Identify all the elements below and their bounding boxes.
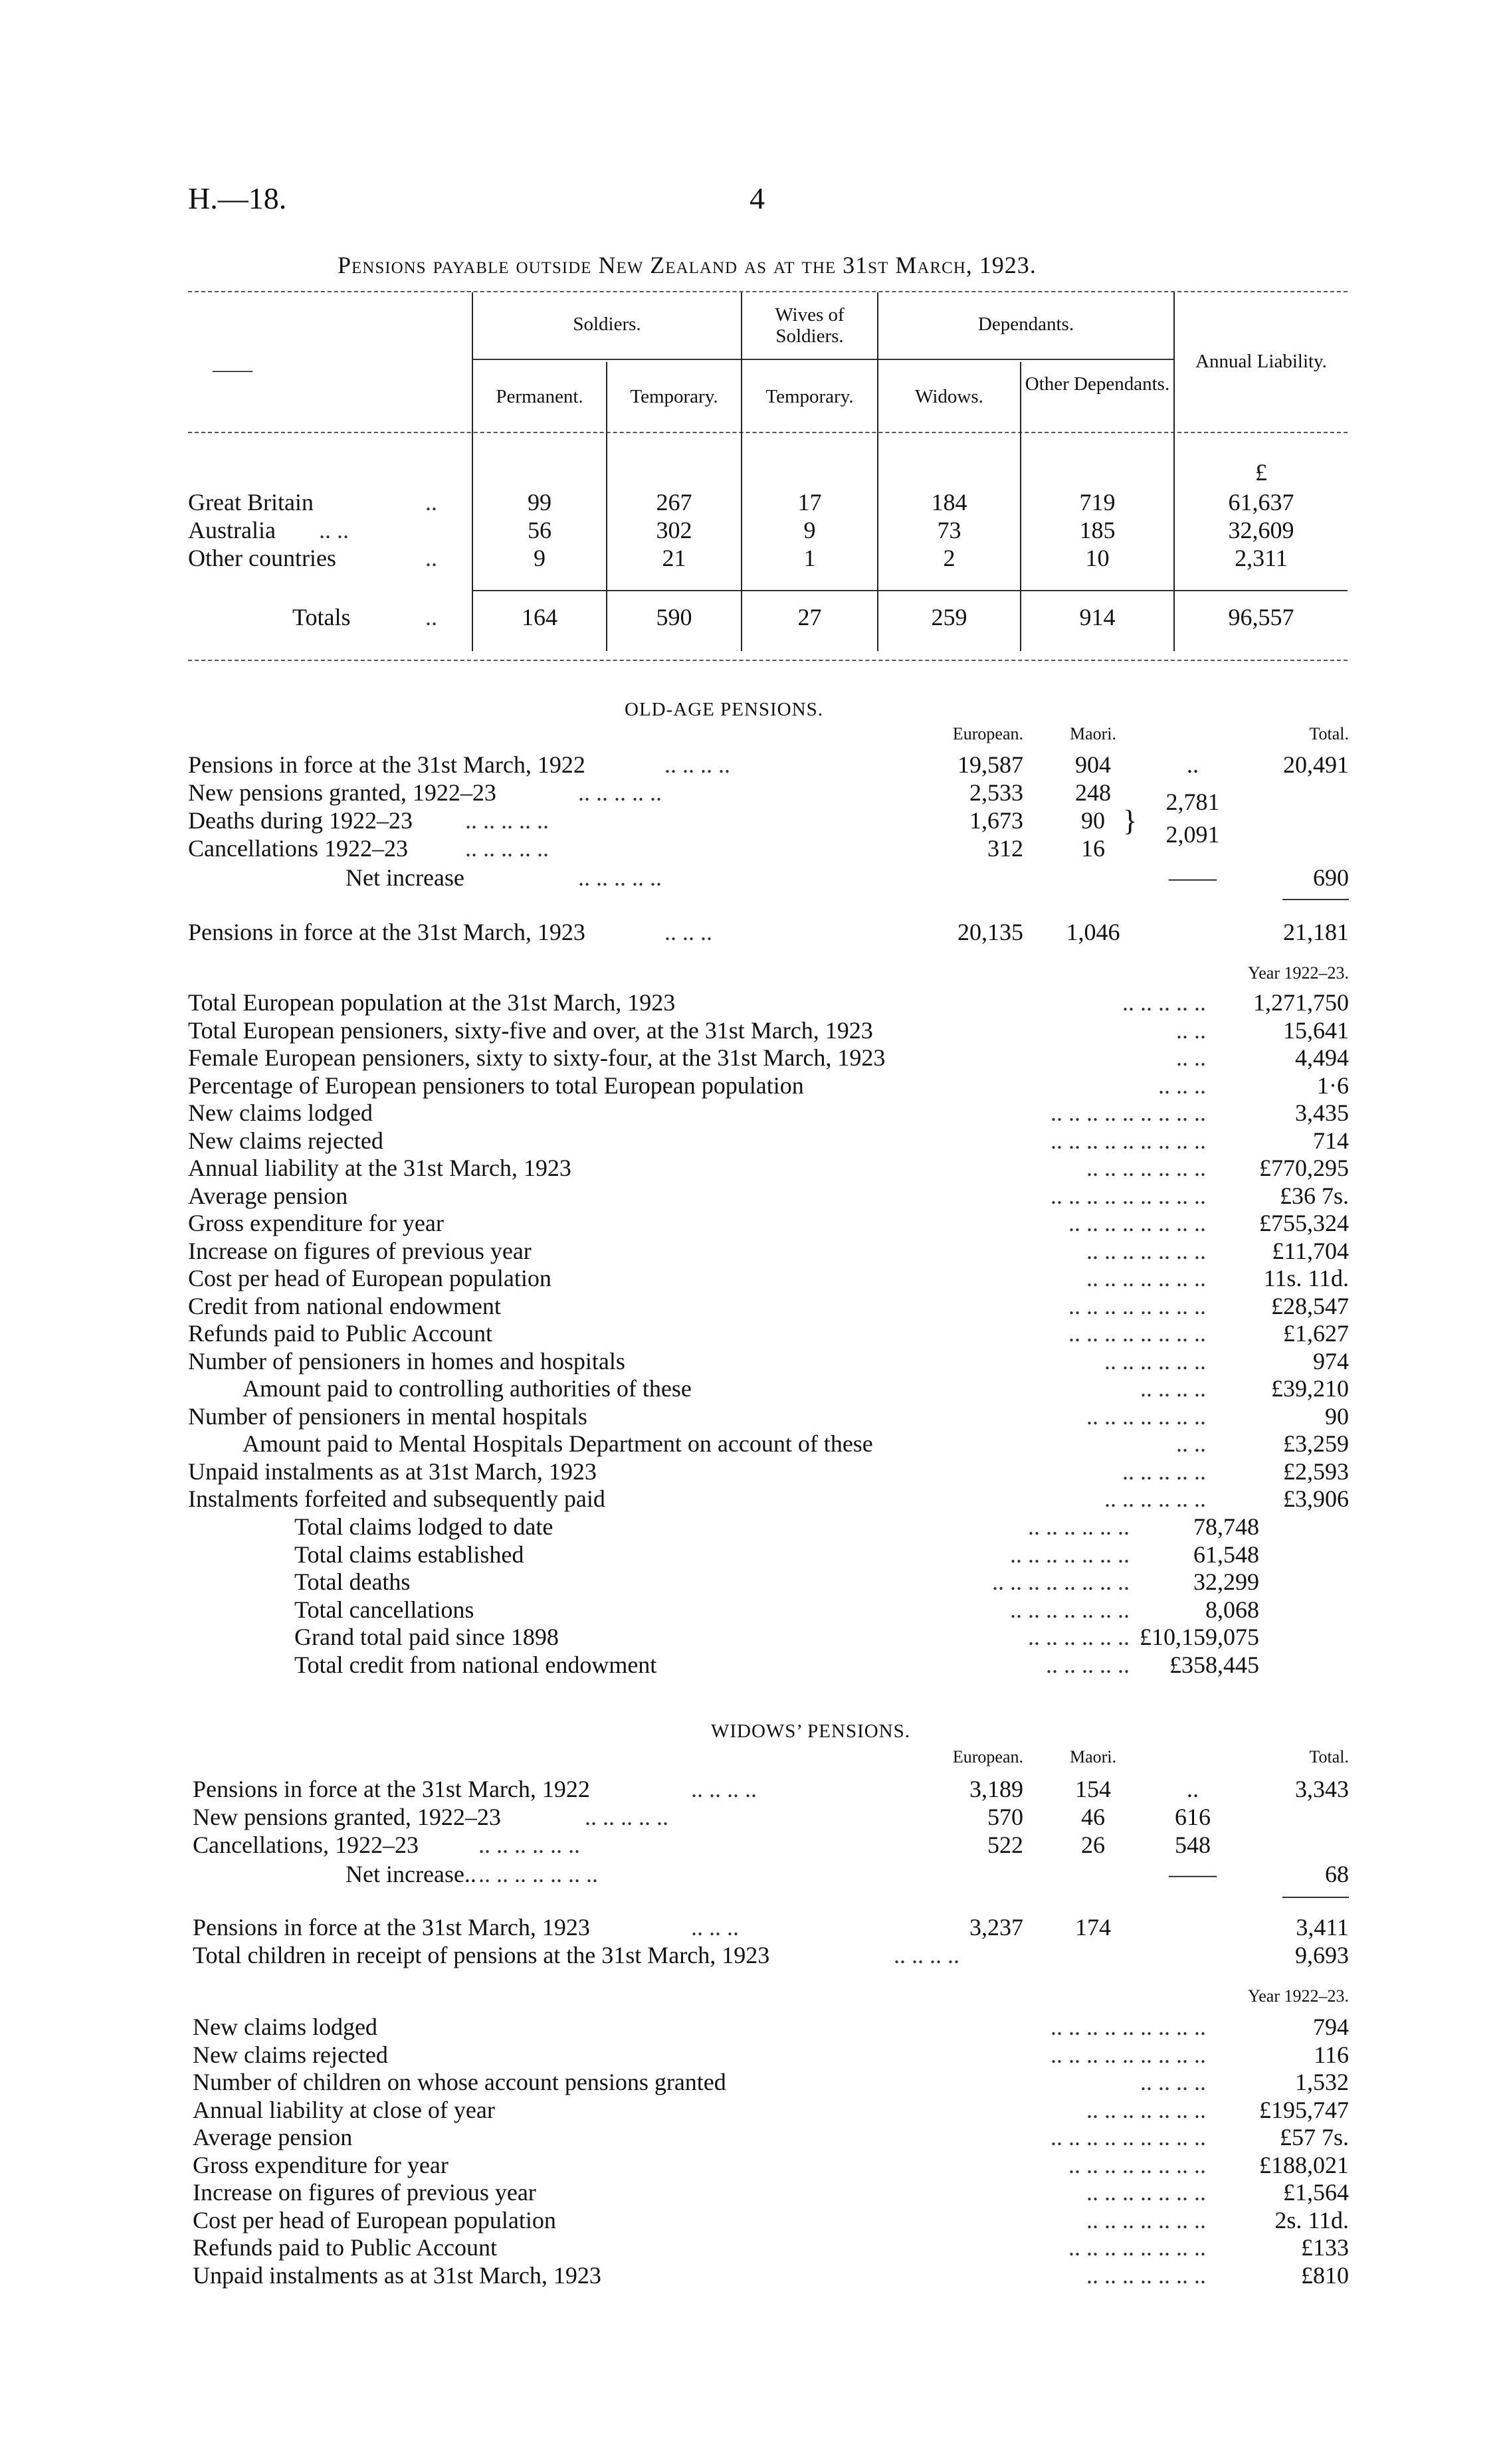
stat-value: £810 — [1301, 2261, 1349, 2289]
leader-dots: .. .. .. .. .. .. — [1028, 1513, 1130, 1540]
row-label: Australia — [188, 517, 276, 543]
leader-dots: .. .. .. .. .. — [1122, 989, 1206, 1016]
european-col-header: European. — [952, 1747, 1023, 1766]
stub-header-dash: —— — [213, 359, 252, 381]
stat-value: £133 — [1301, 2234, 1349, 2261]
european-value: 570 — [987, 1804, 1023, 1830]
stat-label: Annual liability at close of year — [193, 2096, 495, 2123]
old-age-title: OLD-AGE PENSIONS. — [625, 699, 823, 720]
stat-label: Cost per head of European population — [188, 1265, 552, 1291]
maori-value: 16 — [1081, 835, 1105, 862]
leader-dots: .. .. .. .. .. .. .. — [1086, 1265, 1206, 1291]
wives-value: 17 — [797, 489, 822, 516]
liability-value: 32,609 — [1228, 517, 1294, 543]
net-increase-value: 68 — [1325, 1861, 1349, 1887]
wives-value: 9 — [803, 517, 816, 543]
row-label: Cancellations 1922–23 — [188, 835, 408, 862]
stat-value: 11s. 11d. — [1263, 1265, 1349, 1291]
leader-dots: .. .. .. — [1158, 1072, 1206, 1099]
leader-dots: .. .. .. .. .. .. .. — [1086, 2096, 1206, 2123]
stat-value: £2,593 — [1283, 1458, 1349, 1485]
stat-value: £195,747 — [1259, 2096, 1349, 2123]
permanent-header: Permanent. — [496, 386, 583, 407]
stat-label: Total claims lodged to date — [294, 1513, 553, 1540]
leader-dots: .. .. .. .. .. .. .. .. .. — [1051, 1099, 1206, 1126]
widows-header: Widows. — [915, 386, 983, 407]
stat-label: Female European pensioners, sixty to sixty-four, at the 31st March, 1923 — [188, 1044, 886, 1071]
widows-title: WIDOWS’ PENSIONS. — [711, 1721, 911, 1742]
permanent-value: 99 — [528, 489, 552, 516]
stat-label: Increase on figures of previous year — [193, 2179, 536, 2206]
stat-label: Average pension — [193, 2124, 353, 2150]
stat-label: Percentage of European pensioners to total European population — [188, 1072, 804, 1099]
stat-label: Gross expenditure for year — [188, 1210, 444, 1236]
soldiers-group-header: Soldiers. — [573, 314, 641, 335]
stat-value: 61,548 — [1193, 1541, 1259, 1568]
liability-value: 2,311 — [1235, 545, 1288, 571]
liability-value: 61,637 — [1228, 489, 1294, 516]
total-col-header: Total. — [1309, 1747, 1349, 1766]
maori-value: 90 — [1081, 807, 1105, 834]
annual-liability-header: Annual Liability. — [1195, 351, 1327, 372]
stat-label: New claims rejected — [188, 1127, 383, 1154]
stat-label: Total European pensioners, sixty-five and over, at the 31st March, 1923 — [188, 1016, 873, 1044]
stat-value: 974 — [1313, 1347, 1349, 1374]
page-reference: H.—18. — [188, 181, 287, 215]
leader-dots: .. .. .. .. .. .. .. .. .. — [1051, 2014, 1206, 2040]
leader-dots: .. .. .. .. .. — [1122, 1458, 1206, 1485]
leader-dots: .. .. .. .. .. .. .. — [1010, 1596, 1130, 1623]
widows-value: 184 — [931, 489, 967, 516]
european-value: 2,533 — [969, 779, 1023, 806]
stat-value: £57 7s. — [1279, 2124, 1349, 2150]
european-value: 3,189 — [969, 1776, 1023, 1802]
row-label: Pensions in force at the 31st March, 1922 — [188, 751, 585, 778]
stat-value: 116 — [1314, 2041, 1349, 2068]
row-label: Pensions in force at the 31st March, 1922 — [193, 1776, 590, 1802]
stat-value: £358,445 — [1169, 1651, 1259, 1678]
permanent-value: 9 — [534, 545, 546, 571]
stat-label: Number of pensioners in mental hospitals — [188, 1402, 587, 1430]
stat-value: 3,435 — [1295, 1099, 1349, 1126]
european-in-force: 3,237 — [969, 1914, 1023, 1941]
wives-value: 1 — [803, 545, 816, 571]
european-in-force: 20,135 — [957, 919, 1023, 945]
other-value: 719 — [1079, 489, 1116, 516]
children-label: Total children in receipt of pensions at the 31st March, 1923 — [193, 1942, 770, 1968]
leader-dots: .. .. .. .. .. .. .. — [1010, 1541, 1130, 1568]
children-total: 9,693 — [1295, 1942, 1349, 1968]
stat-value: £1,627 — [1283, 1320, 1349, 1347]
leader-dots: .. .. .. .. .. — [1046, 1651, 1130, 1678]
other-dependants-header: Other Dependants. — [1025, 373, 1170, 395]
total-in-force: 3,411 — [1296, 1914, 1349, 1941]
european-value: 312 — [987, 835, 1023, 862]
maori-value: 26 — [1081, 1832, 1105, 1858]
net-increase-value: 690 — [1313, 864, 1349, 891]
permanent-value: 56 — [528, 517, 552, 543]
stat-label: Cost per head of European population — [193, 2206, 556, 2233]
widows-value: 2 — [943, 545, 955, 571]
european-col-header: European. — [952, 724, 1023, 743]
in-force-label: Pensions in force at the 31st March, 1923 — [188, 919, 585, 945]
european-value: 19,587 — [957, 751, 1023, 778]
leader-dots: .. .. .. .. .. .. .. — [1086, 2179, 1206, 2206]
stat-label: Total credit from national endowment — [294, 1651, 657, 1678]
stat-value: 32,299 — [1193, 1568, 1259, 1595]
row-label: Other countries — [188, 545, 336, 571]
row-label: New pensions granted, 1922–23 — [188, 779, 496, 806]
stat-label: Total cancellations — [294, 1596, 474, 1623]
other-value: 185 — [1079, 517, 1116, 543]
stat-label: Unpaid instalments as at 31st March, 1923 — [188, 1458, 597, 1485]
stat-value: £3,259 — [1283, 1430, 1349, 1457]
net-increase-label: Net increase.. — [346, 1861, 476, 1887]
stat-value: £188,021 — [1259, 2151, 1349, 2178]
leader-dots: .. .. .. .. .. .. .. — [1086, 1237, 1206, 1264]
stat-label: Refunds paid to Public Account — [193, 2234, 497, 2261]
stat-label: Number of children on whose account pensions granted — [193, 2069, 726, 2095]
temporary-value: 21 — [662, 545, 686, 571]
temporary-total: 590 — [656, 604, 692, 630]
european-value: 1,673 — [969, 807, 1023, 834]
stat-label: Unpaid instalments as at 31st March, 1923 — [193, 2261, 601, 2289]
year-label: Year 1922–23. — [1248, 963, 1349, 983]
stat-value: £1,564 — [1283, 2179, 1349, 2206]
totals-label: Totals — [292, 604, 351, 630]
total-in-force: 21,181 — [1283, 919, 1349, 945]
leader-dots: .. .. .. .. .. .. .. .. — [1068, 1292, 1206, 1319]
row-label: Cancellations, 1922–23 — [193, 1832, 419, 1858]
total-value: 20,491 — [1283, 751, 1349, 778]
stat-label: Amount paid to Mental Hospitals Department on account of these — [243, 1430, 873, 1457]
deaths-cancellations-sum: 2,091 — [1165, 821, 1220, 848]
leader-dots: .. .. .. .. .. .. .. .. .. — [1051, 2124, 1206, 2150]
leader-dots: .. .. .. .. .. .. .. .. .. — [1051, 1182, 1206, 1209]
leader-dots: .. .. — [1176, 1430, 1206, 1457]
stat-label: Credit from national endowment — [188, 1292, 501, 1319]
stat-value: 8,068 — [1205, 1596, 1259, 1623]
total-value: 3,343 — [1295, 1776, 1349, 1802]
stat-value: 1·6 — [1317, 1072, 1349, 1099]
other-value: 10 — [1085, 545, 1110, 571]
maori-col-header: Maori. — [1069, 724, 1117, 743]
wives-total: 27 — [797, 604, 822, 630]
leader-dots: .. .. .. .. .. .. .. — [1086, 2261, 1206, 2289]
outside-table-title: Pensions payable outside New Zealand as at the 31st March, 1923. — [338, 252, 1037, 278]
leader-dots: .. .. .. .. — [1140, 1375, 1206, 1402]
stat-value: £36 7s. — [1279, 1182, 1349, 1209]
temporary-value: 302 — [656, 517, 692, 543]
stat-label: Increase on figures of previous year — [188, 1237, 532, 1264]
currency-sign: £ — [1255, 459, 1267, 486]
wives-temporary-header: Temporary. — [765, 386, 854, 407]
stat-value: £11,704 — [1272, 1237, 1349, 1264]
stat-label: New claims rejected — [193, 2041, 388, 2068]
stat-label: Average pension — [188, 1182, 348, 1209]
leader-dots: .. .. .. .. .. .. .. .. .. — [1051, 1127, 1206, 1154]
stat-label: Total claims established — [294, 1541, 524, 1568]
maori-col-header: Maori. — [1069, 1747, 1117, 1766]
maori-value: 248 — [1075, 779, 1111, 806]
in-force-label: Pensions in force at the 31st March, 1923 — [193, 1914, 590, 1941]
stat-label: Grand total paid since 1898 — [294, 1624, 559, 1650]
leader-dots: .. .. .. .. .. .. .. .. .. — [1051, 2041, 1206, 2068]
stat-value: £28,547 — [1271, 1292, 1349, 1319]
stat-label: Gross expenditure for year — [193, 2151, 449, 2178]
maori-value: 46 — [1081, 1804, 1105, 1830]
stat-label: Total European population at the 31st March, 1923 — [188, 989, 676, 1016]
new-pensions-subtotal: 2,781 — [1165, 789, 1220, 815]
stat-value: 794 — [1313, 2014, 1349, 2040]
maori-value: 154 — [1075, 1776, 1111, 1802]
stat-value: £10,159,075 — [1140, 1624, 1259, 1650]
stat-value: 4,494 — [1295, 1044, 1349, 1071]
stat-label: New claims lodged — [193, 2014, 377, 2040]
leader-dots: .. .. .. .. .. .. .. .. — [1068, 1320, 1206, 1347]
temporary-value: 267 — [656, 489, 692, 516]
leader-dots: .. .. .. .. .. .. .. .. — [1068, 2234, 1206, 2261]
leader-dots: .. .. .. .. .. .. .. .. — [992, 1568, 1130, 1595]
leader-dots: .. .. — [1176, 1016, 1206, 1044]
dependants-group-header: Dependants. — [977, 314, 1074, 335]
stat-value: 1,532 — [1295, 2069, 1349, 2095]
other-total: 914 — [1079, 604, 1116, 630]
stat-label: Instalments forfeited and subsequently paid — [188, 1485, 605, 1512]
leader-dots: .. .. .. .. .. .. .. — [1086, 1155, 1206, 1181]
maori-in-force: 1,046 — [1066, 919, 1120, 945]
stat-value: 78,748 — [1193, 1513, 1259, 1540]
stat-value: £3,906 — [1283, 1485, 1349, 1512]
stat-value: £755,324 — [1259, 1210, 1349, 1236]
stat-value: 1,271,750 — [1253, 989, 1349, 1016]
brace: } — [1123, 805, 1138, 837]
widows-total: 259 — [931, 604, 967, 630]
stat-value: £770,295 — [1259, 1155, 1349, 1181]
leader-dots: .. .. .. .. .. .. .. .. — [1068, 1210, 1206, 1236]
temporary-header: Temporary. — [630, 386, 718, 407]
stat-value: 90 — [1325, 1402, 1349, 1430]
permanent-total: 164 — [522, 604, 557, 630]
stat-value: £39,210 — [1271, 1375, 1349, 1402]
row-label: New pensions granted, 1922–23 — [193, 1804, 501, 1830]
stat-label: Number of pensioners in homes and hospitals — [188, 1347, 625, 1374]
leader-dots: .. .. .. .. .. .. .. — [1086, 1402, 1206, 1430]
leader-dots: .. .. .. .. .. .. .. .. — [1068, 2151, 1206, 2178]
leader-dots: .. .. .. .. .. .. — [1104, 1347, 1206, 1374]
stat-value: 714 — [1313, 1127, 1349, 1154]
stat-label: Annual liability at the 31st March, 1923 — [188, 1155, 571, 1181]
leader-dots: .. .. — [1176, 1044, 1206, 1071]
net-increase-label: Net increase — [346, 864, 464, 891]
total-col-header: Total. — [1309, 724, 1349, 743]
leader-dots: .. .. .. .. .. .. — [1104, 1485, 1206, 1512]
row-label: Deaths during 1922–23 — [188, 807, 413, 834]
row-label: Great Britain — [188, 489, 314, 516]
stat-label: Amount paid to controlling authorities of these — [243, 1375, 692, 1402]
maori-value: 904 — [1075, 751, 1111, 778]
widows-value: 73 — [937, 517, 961, 543]
stat-label: Refunds paid to Public Account — [188, 1320, 492, 1347]
stat-label: Total deaths — [294, 1568, 411, 1595]
stat-label: New claims lodged — [188, 1099, 373, 1126]
leader-dots: .. .. .. .. .. .. — [1028, 1624, 1130, 1650]
leader-dots: .. .. .. .. — [1140, 2069, 1206, 2095]
wives-group-header: Wives of Soldiers. — [775, 304, 845, 347]
maori-in-force: 174 — [1075, 1914, 1111, 1941]
year-label: Year 1922–23. — [1248, 1986, 1349, 2006]
stat-value: 2s. 11d. — [1274, 2206, 1349, 2233]
page-number: 4 — [750, 181, 765, 215]
european-value: 522 — [987, 1832, 1023, 1858]
stat-value: 15,641 — [1283, 1016, 1349, 1044]
liability-total: 96,557 — [1228, 604, 1294, 630]
leader-dots: .. .. .. .. .. .. .. — [1086, 2206, 1206, 2233]
